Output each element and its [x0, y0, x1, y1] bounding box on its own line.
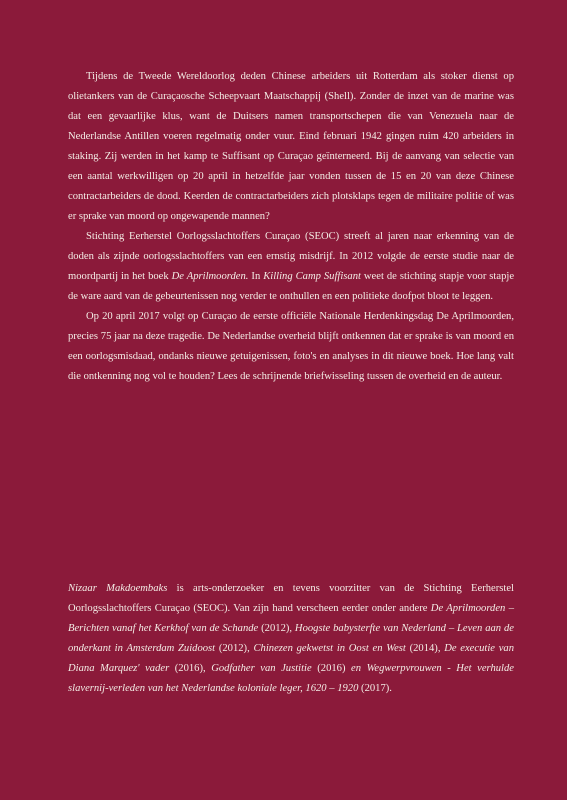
- bio-text-3: (2012),: [215, 643, 254, 654]
- blurb-paragraph-2: [68, 227, 514, 307]
- bio-book-5: Godfather van Justitie: [211, 663, 312, 674]
- bio-book-3: Chinezen gekwetst in Oost en West: [253, 643, 406, 654]
- blurb-paragraph-3: Op 20 april 2017 volgt op Curaçao de eerste officiële Nationale Herdenkingsdag De Aprilmoorden, precies 75 jaar na deze tragedie. De Nederlandse overheid blijft ontkennen dat er sprake is van moord en een oorlogsmisdaad, ondanks nieuwe getuigenissen, foto's en analyses in dit nieuwe boek. Hoe lang valt die ontkenning nog vol te houden? Lees de schrijnende briefwisseling tussen de overheid en de auteur.: [68, 311, 514, 382]
- bio-book-4: De executie van Diana Marquez' vader: [68, 643, 514, 674]
- blurb-p2-text-c: weet de stichting stapje voor stapje de ware aard van de gebeurtenissen nog verder te onthullen en een politieke doofpot bloot te leggen.: [68, 271, 515, 302]
- bio-text-6: (2016): [311, 663, 352, 674]
- author-name: Nizaar Makdoembaks: [68, 583, 168, 594]
- book-title-killing-camp: Killing Camp Suffisant: [263, 271, 361, 282]
- blurb-paragraph-1: Tijdens de Tweede Wereldoorlog deden Chinese arbeiders uit Rotterdam als stoker dienst op olietankers van de Curaçaosche Scheepvaart Maatschappij (Shell). Zonder de inzet van de marine was dat een gevaarlijke klus, want de Duitsers namen transportschepen die van Venezuela naar de Nederlandse Antillen voeren regelmatig onder vuur. Eind februari 1942 gingen ruim 420 arbeiders in staking. Zij werden in het kamp te Suffisant op Curaçao geïnterneerd. Bij de aanvang van selectie van een aantal werkwilligen op 20 april in hetzelfde jaar vonden tussen de 15 en 20 van deze Chinese contractarbeiders de dood. Keerden de contractarbeiders zich plotsklaps tegen de militaire politie of was er sprake van moord op ongewapende mannen?: [68, 71, 514, 222]
- bio-text-4: (2014),: [405, 643, 445, 654]
- book-blurb: [68, 67, 514, 387]
- book-title-aprilmoorden: De Aprilmoorden.: [171, 271, 249, 282]
- bio-text-1: is arts-onderzoeker en tevens voorzitter van de Stichting Eerherstel Oorlogsslachtoffers Curaçao (SEOC). Van zijn hand verscheen eerder onder andere: [68, 583, 515, 614]
- author-bio-paragraph: [68, 579, 514, 699]
- bio-book-1: De Aprilmoorden – Berichten vanaf het Kerkhof van de Schande: [68, 603, 514, 634]
- blurb-p2-text-b: In: [248, 271, 264, 282]
- bio-text-7: (2017).: [358, 683, 392, 694]
- bio-text-2: (2012),: [258, 623, 295, 634]
- bio-book-6: en Wegwerpvrouwen - Het verhulde slavernij-verleden van het Nederlandse koloniale leger, 1620 – 1920: [68, 663, 514, 694]
- bio-text-5: (2016),: [169, 663, 212, 674]
- author-bio: [68, 579, 514, 699]
- blurb-p2-text-a: Stichting Eerherstel Oorlogsslachtoffers Curaçao (SEOC) streeft al jaren naar erkenning van de doden als zijnde oorlogsslachtoffers van een ernstig misdrijf. In 2012 volgde de eerste studie naar de moordpartij in het boek: [68, 231, 514, 282]
- bio-book-2: Hoogste babysterfte van Nederland – Leven aan de onderkant in Amsterdam Zuidoost: [68, 623, 514, 654]
